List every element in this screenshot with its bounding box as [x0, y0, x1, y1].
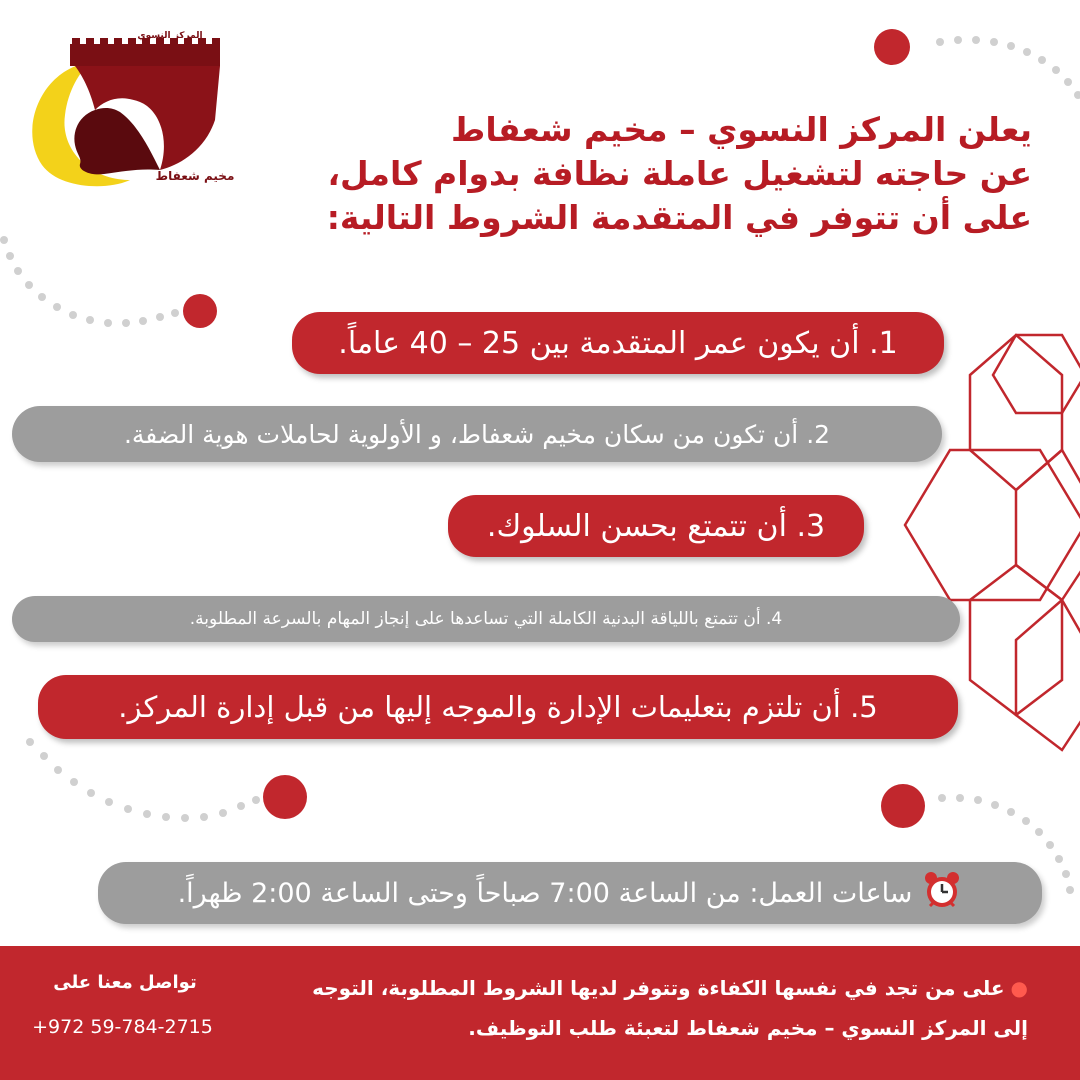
condition-5-text: 5. أن تلتزم بتعليمات الإدارة والموجه إليها من قبل إدارة المركز. — [118, 690, 878, 724]
condition-2 — [12, 406, 942, 462]
footer-message — [248, 968, 1028, 1048]
condition-1 — [292, 312, 944, 374]
contact-label: تواصل معنا على — [53, 972, 197, 993]
dotted-arc-left — [0, 236, 179, 327]
condition-2-text: 2. أن تكون من سكان مخيم شعفاط، و الأولوية لحاملات هوية الضفة. — [123, 419, 831, 449]
work-hours-text: ساعات العمل: من الساعة 7:00 صباحاً وحتى الساعة 2:00 ظهراً. — [177, 877, 913, 909]
headline — [232, 108, 1032, 240]
logo-top-text: المركز النسوي — [137, 31, 203, 41]
work-hours — [98, 862, 1042, 924]
condition-4-text: 4. أن تتمتع باللياقة البدنية الكاملة التي تساعدها على إنجاز المهام بالسرعة المطلوبة. — [189, 609, 783, 629]
condition-3 — [448, 495, 864, 557]
dotted-arc-top-right — [936, 36, 1080, 99]
red-dot — [263, 775, 307, 819]
red-dot — [183, 294, 217, 328]
footer-line-1-text: على من تجد في نفسها الكفاءة وتتوفر لديها الشروط المطلوبة، التوجه — [312, 976, 1005, 1000]
condition-4 — [12, 596, 960, 642]
condition-1-text: 1. أن يكون عمر المتقدمة بين 25 – 40 عاماً. — [338, 325, 898, 361]
logo-woman-silhouette — [74, 108, 160, 174]
logo-bottom-text: مخيم شعفاط — [155, 169, 235, 183]
pin-icon: ● — [1010, 976, 1028, 1000]
headline-line-1: يعلن المركز النسوي – مخيم شعفاط — [451, 110, 1032, 149]
contact-phone[interactable]: +972 59-784-2715 — [32, 1016, 213, 1038]
red-dot — [881, 784, 925, 828]
red-dot — [874, 29, 910, 65]
footer-message-line-1 — [248, 968, 1028, 1008]
logo — [20, 30, 235, 190]
footer-message-line-2: إلى المركز النسوي – مخيم شعفاط لتعبئة طلب التوظيف. — [468, 1016, 1028, 1040]
condition-5 — [38, 675, 958, 739]
condition-3-text: 3. أن تتمتع بحسن السلوك. — [486, 508, 826, 544]
logo-curtain-top — [70, 44, 220, 66]
dotted-arc-bottom-left — [26, 738, 260, 822]
alarm-clock-icon — [922, 870, 962, 917]
headline-line-3: على أن تتوفر في المتقدمة الشروط التالية: — [326, 198, 1032, 237]
headline-line-2: عن حاجته لتشغيل عاملة نظافة بدوام كامل، — [327, 154, 1032, 193]
